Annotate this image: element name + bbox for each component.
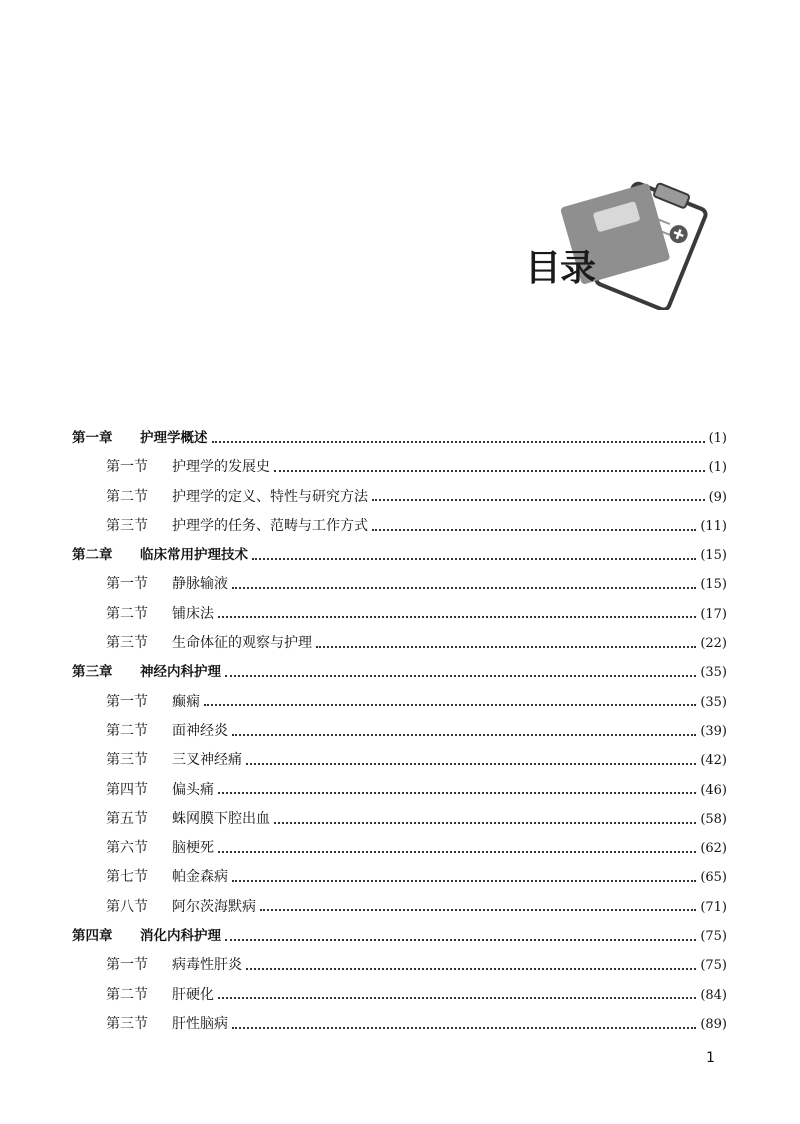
toc-section-row[interactable] (72, 834, 727, 863)
toc-entry-number: 第二节 (106, 488, 148, 505)
toc-entry-page: (35) (700, 694, 727, 710)
toc-section-row[interactable] (72, 688, 727, 717)
toc-entry-page: (39) (700, 723, 727, 739)
toc-section-row[interactable] (72, 483, 727, 512)
toc-entry-number: 第一章 (72, 430, 113, 446)
toc-section-row[interactable] (72, 600, 727, 629)
leader-dots (204, 704, 696, 706)
leader-dots (218, 997, 696, 999)
toc-entry-title: 肝性脑病 (172, 1015, 228, 1032)
toc-entry-page: (58) (700, 811, 727, 827)
leader-dots (232, 1027, 696, 1029)
toc-entry-page: (17) (700, 606, 727, 622)
toc-entry-title: 生命体征的观察与护理 (172, 635, 312, 652)
toc-entry-page: (15) (700, 577, 727, 593)
toc-section-row[interactable] (72, 629, 727, 658)
toc-entry-title: 护理学概述 (140, 430, 208, 446)
leader-dots (274, 822, 696, 824)
toc-entry-number: 第三节 (106, 517, 148, 534)
toc-entry-number: 第三节 (106, 635, 148, 652)
toc-entry-number: 第一节 (106, 693, 148, 710)
toc-entry-page: (11) (700, 518, 727, 534)
toc-entry-title: 神经内科护理 (140, 664, 221, 681)
toc-entry-title: 护理学的发展史 (172, 459, 270, 476)
toc-section-row[interactable] (72, 512, 727, 541)
leader-dots (232, 734, 696, 736)
toc-entry-number: 第四章 (72, 928, 113, 945)
leader-dots (260, 909, 696, 911)
leader-dots (252, 558, 696, 560)
toc-entry-title: 面神经炎 (172, 722, 228, 739)
page-number: 1 (706, 1050, 715, 1066)
toc-section-row[interactable] (72, 863, 727, 892)
toc-section-row[interactable] (72, 1010, 727, 1039)
toc-entry-title: 静脉输液 (172, 576, 228, 593)
leader-dots (232, 880, 696, 882)
toc-entry-number: 第四节 (106, 781, 148, 798)
leader-dots (372, 529, 696, 531)
toc-entry-page: (71) (700, 899, 727, 915)
leader-dots (218, 851, 696, 853)
toc-entry-page: (89) (700, 1016, 727, 1032)
toc-entry-page: (1) (708, 460, 727, 476)
toc-entry-page: (35) (700, 665, 727, 681)
toc-entry-page: (9) (708, 489, 727, 505)
toc-entry-page: (42) (700, 753, 727, 769)
toc-entry-number: 第三节 (106, 1015, 148, 1032)
toc-entry-title: 脑梗死 (172, 840, 214, 857)
toc-section-row[interactable] (72, 746, 727, 775)
page-title: 目录 (525, 248, 596, 289)
toc-entry-page: (65) (700, 870, 727, 886)
toc-chapter-row[interactable] (72, 922, 727, 951)
toc-entry-number: 第三节 (106, 752, 148, 769)
toc-entry-title: 三叉神经痛 (172, 752, 242, 769)
toc-entry-page: (84) (700, 987, 727, 1003)
toc-chapter-row[interactable] (72, 424, 727, 453)
leader-dots (246, 763, 696, 765)
leader-dots (218, 616, 696, 618)
toc-section-row[interactable] (72, 981, 727, 1010)
toc-section-row[interactable] (72, 951, 727, 980)
toc-entry-title: 消化内科护理 (140, 928, 221, 945)
toc-section-row[interactable] (72, 893, 727, 922)
toc-entry-number: 第七节 (106, 869, 148, 886)
toc-entry-number: 第二节 (106, 722, 148, 739)
leader-dots (225, 675, 696, 677)
table-of-contents (72, 424, 727, 1039)
toc-entry-title: 癫痫 (172, 693, 200, 710)
toc-entry-number: 第一节 (106, 459, 148, 476)
toc-entry-page: (15) (700, 548, 727, 564)
toc-entry-number: 第三章 (72, 664, 113, 681)
toc-entry-title: 铺床法 (172, 605, 214, 622)
leader-dots (316, 646, 696, 648)
toc-entry-title: 帕金森病 (172, 869, 228, 886)
toc-entry-title: 临床常用护理技术 (140, 547, 248, 564)
toc-section-row[interactable] (72, 453, 727, 482)
leader-dots (225, 939, 696, 941)
toc-entry-title: 阿尔茨海默病 (172, 898, 256, 915)
toc-entry-page: (22) (700, 636, 727, 652)
toc-entry-page: (62) (700, 841, 727, 857)
toc-entry-title: 肝硬化 (172, 986, 214, 1003)
leader-dots (232, 587, 696, 589)
toc-entry-number: 第一节 (106, 957, 148, 974)
toc-entry-number: 第一节 (106, 576, 148, 593)
toc-entry-title: 病毒性肝炎 (172, 957, 242, 974)
leader-dots (218, 792, 696, 794)
leader-dots (246, 968, 696, 970)
toc-section-row[interactable] (72, 805, 727, 834)
toc-entry-page: (75) (700, 929, 727, 945)
toc-entry-page: (1) (708, 431, 727, 446)
toc-entry-title: 偏头痛 (172, 781, 214, 798)
toc-chapter-row[interactable] (72, 658, 727, 687)
toc-entry-number: 第八节 (106, 898, 148, 915)
toc-entry-number: 第六节 (106, 840, 148, 857)
toc-section-row[interactable] (72, 717, 727, 746)
toc-entry-title: 护理学的定义、特性与研究方法 (172, 488, 368, 505)
toc-entry-page: (75) (700, 958, 727, 974)
toc-chapter-row[interactable] (72, 541, 727, 570)
toc-section-row[interactable] (72, 776, 727, 805)
leader-dots (274, 470, 705, 472)
toc-entry-number: 第二节 (106, 605, 148, 622)
leader-dots (372, 499, 705, 501)
toc-entry-page: (46) (700, 782, 727, 798)
toc-entry-number: 第二节 (106, 986, 148, 1003)
toc-section-row[interactable] (72, 570, 727, 599)
toc-entry-number: 第二章 (72, 547, 113, 564)
toc-entry-title: 蛛网膜下腔出血 (172, 810, 270, 827)
toc-entry-number: 第五节 (106, 810, 148, 827)
leader-dots (212, 441, 705, 443)
toc-entry-title: 护理学的任务、范畴与工作方式 (172, 517, 368, 534)
